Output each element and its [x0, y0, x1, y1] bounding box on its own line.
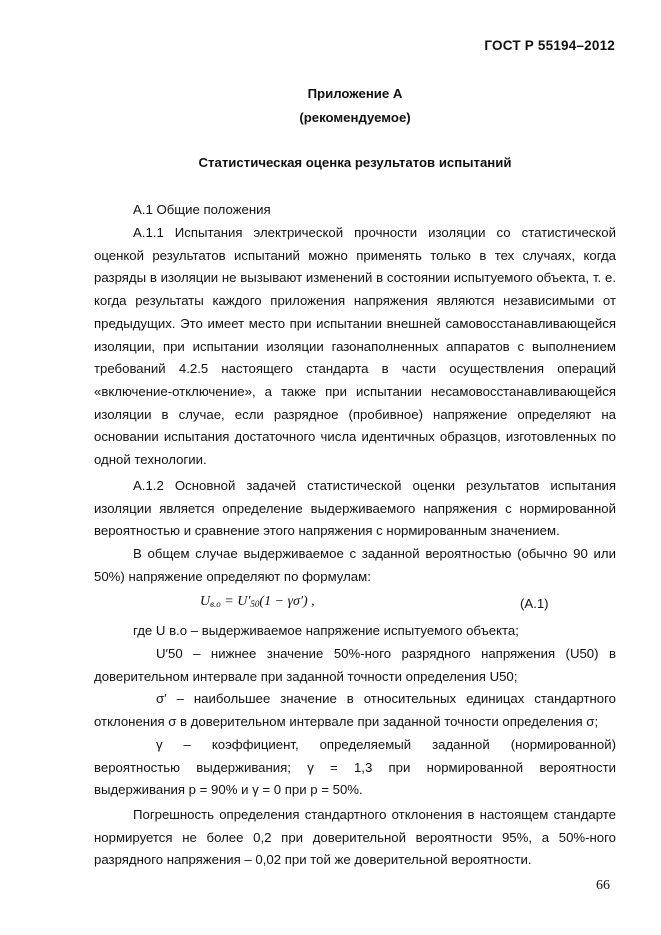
appendix-subtitle: (рекомендуемое) [299, 110, 411, 125]
definition-gamma: γ – коэффициент, определяемый заданной (нормированной) вероятностью выдерживания; γ = 1,3 при нормированной вероятности выдерживания p = 90% и γ = 0 при p = 50%. [94, 737, 616, 798]
paragraph-a12: А.1.2 Основной задачей статистической оценки результатов испытания изоляции является определение выдерживаемого напряжения с нормированной вероятностью и сравнение этого напряжения с нормированным значением. [94, 478, 616, 539]
document-header: ГОСТ Р 55194–2012 [484, 38, 615, 53]
formula: $U_{в.о} = U'_{50}(1 - \gamma\sigma')$ , [200, 594, 315, 609]
page-number: 66 [596, 878, 610, 893]
formula-number: (А.1) [520, 596, 549, 611]
appendix-title: Приложение А [307, 86, 403, 101]
where-definition: где U в.о – выдерживаемое напряжение испытуемого объекта; [133, 623, 519, 638]
paragraph-a11: А.1.1 Испытания электрической прочности изоляции со статистической оценкой результатов испытаний можно применять только в тех случаях, когда разряды в изоляции не вызывают изменений в состоянии испытуемого объекта, т. е. когда результаты каждого приложения напряжения являются независимыми от предыдущих. Это имеет место при испытании внешней самовосстанавливающейся изоляции, при испытании изоляции газонаполненных аппаратов с выполнением требований 4.2.5 настоящего стандарта в части осуществления операций «включение-отключение», а также при испытании несамовосстанавливающейся изоляции в случае, если разрядное (пробивное) напряжение определяют на основании испытания достаточного числа идентичных образцов, изготовленных по одной технологии. [94, 225, 616, 468]
definition-u50: U′50 – нижнее значение 50%-ного разрядного напряжения (U50) в доверительном интервале при заданной точности определения U50; [94, 646, 616, 684]
definition-sigma: σ′ – наибольшее значение в относительных единицах стандартного отклонения σ в доверительном интервале при заданной точности определения σ; [94, 691, 616, 729]
section-title: Статистическая оценка результатов испытаний [198, 155, 512, 170]
subsection-heading: А.1 Общие положения [133, 202, 271, 217]
paragraph-general: В общем случае выдерживаемое с заданной вероятностью (обычно 90 или 50%) напряжение определяют по формулам: [94, 546, 616, 584]
paragraph-error: Погрешность определения стандартного отклонения в настоящем стандарте нормируется не более 0,2 при доверительной вероятности 95%, а 50%-ного разрядного напряжения – 0,02 при той же доверительной вероятности. [94, 807, 616, 868]
